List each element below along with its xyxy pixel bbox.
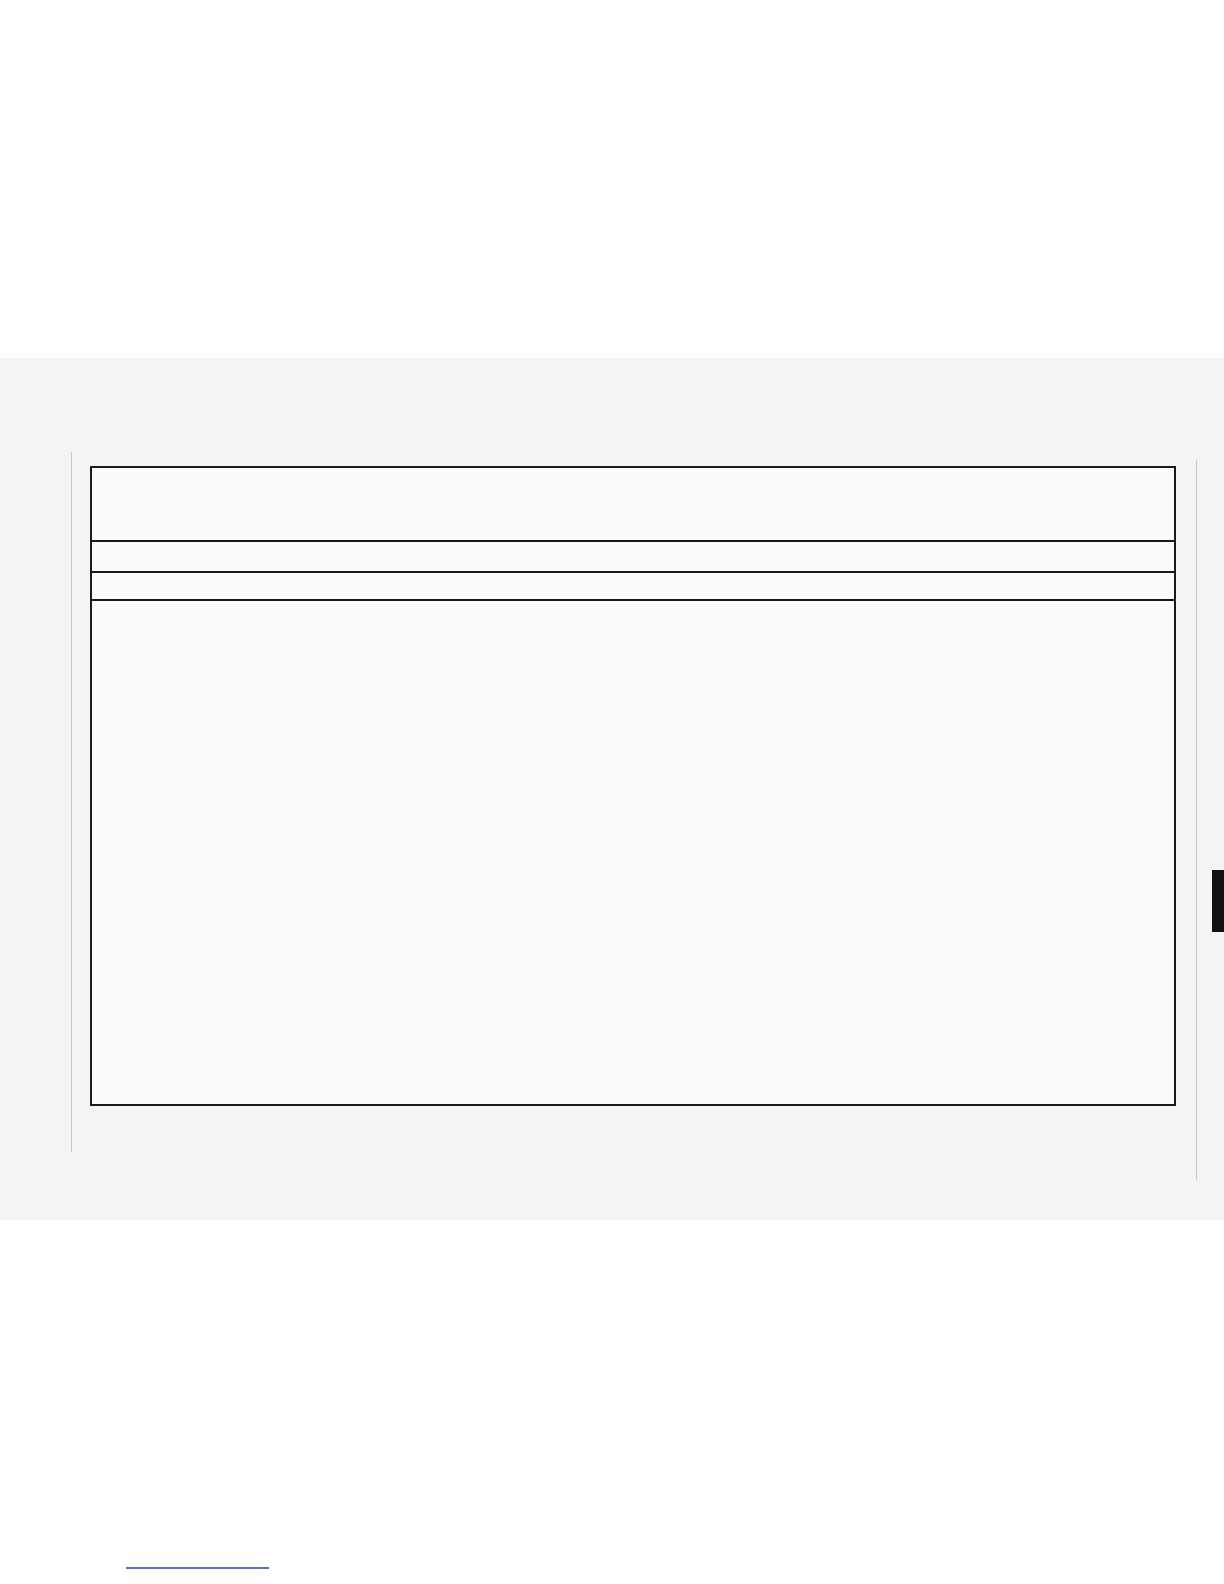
section-thumb-tab — [1212, 870, 1224, 932]
left-margin-rule — [71, 452, 72, 1152]
right-margin-rule — [1196, 460, 1197, 1180]
miles-header-row — [92, 540, 1174, 573]
kilometers-band — [92, 571, 1174, 601]
maintenance-schedule-chart — [90, 466, 1176, 1106]
chart-note-box — [92, 468, 1174, 540]
kilometers-header-row — [92, 603, 1174, 629]
bottom-rule — [126, 1567, 269, 1569]
